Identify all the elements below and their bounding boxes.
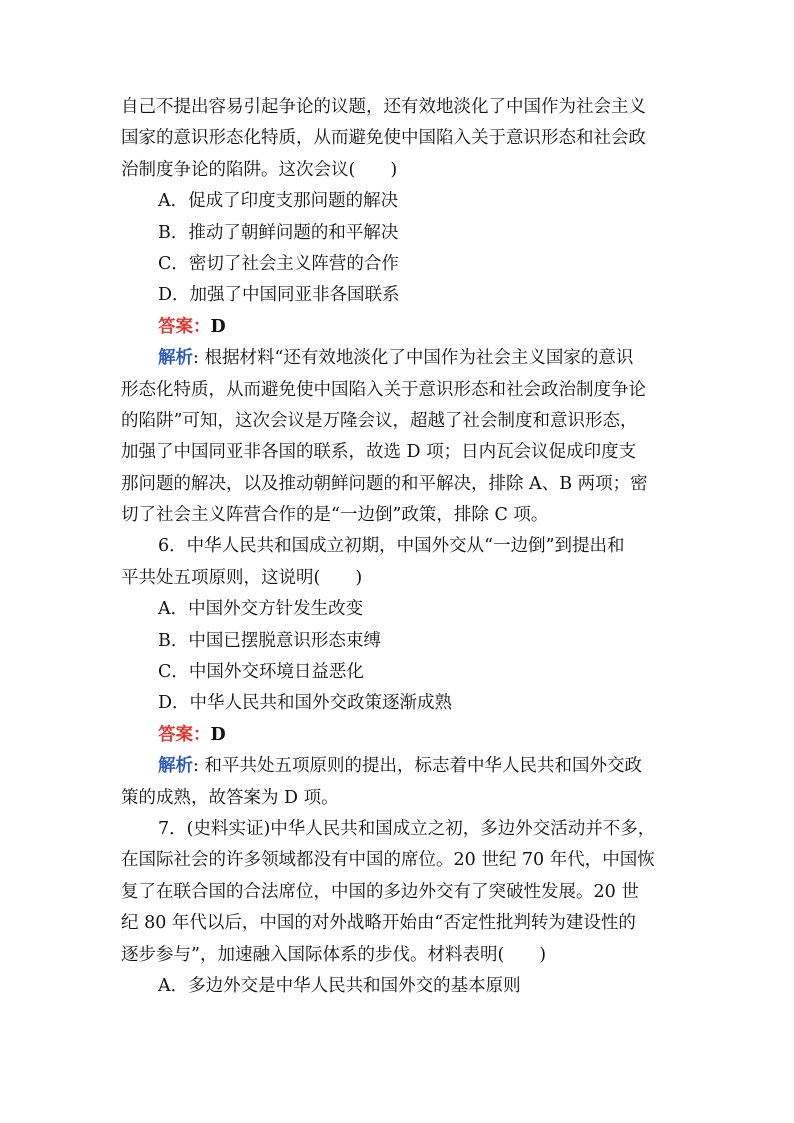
- q7-stem-line: 纪 80 年代以后，中国的对外战略开始由“否定性批判转为建设性的: [121, 913, 636, 934]
- q6-option-b: B．中国已摆脱意识形态束缚: [158, 630, 381, 651]
- q5-stem-line: 自己不提出容易引起争论的议题，还有效地淡化了中国作为社会主义: [121, 97, 646, 117]
- q5-stem-line: 治制度争论的陷阱。这次会议( ): [121, 159, 398, 180]
- q5-answer: [121, 312, 677, 343]
- q7-option-a: A．多边外交是中华人民共和国外交的基本原则: [158, 975, 521, 996]
- q5-explanation-line: 的陷阱”可知，这次会议是万隆会议，超越了社会制度和意识形态，: [121, 410, 638, 431]
- answer-value: D: [210, 316, 226, 337]
- q6-number: 6．: [158, 536, 187, 557]
- document-page: [121, 92, 677, 1002]
- q6-stem-line: 6．中华人民共和国成立初期，中国外交从“一边倒”到提出和: [158, 536, 625, 557]
- q5-explanation-line: 那问题的解决，以及推动朝鲜问题的和平解决，排除 A、B 两项；密: [121, 473, 648, 494]
- q7-number: 7．: [158, 818, 187, 839]
- answer-label: 答案：: [158, 724, 211, 745]
- explanation-label: 解析: [158, 348, 193, 369]
- q5-option-b: B．推动了朝鲜问题的和平解决: [158, 222, 399, 243]
- q5-stem-line: 国家的意识形态化特质，从而避免使中国陷入关于意识形态和社会政: [121, 128, 646, 149]
- q6-explanation-line: 策的成熟，故答案为 D 项。: [121, 787, 339, 808]
- q5-explanation-line: 切了社会主义阵营合作的是“一边倒”政策，排除 C 项。: [121, 505, 549, 526]
- q5-explanation-line: 加强了中国同亚非各国的联系，故选 D 项；日内瓦会议促成印度支: [121, 442, 637, 463]
- q7-stem-line: 在国际社会的许多领域都没有中国的席位。20 世纪 70 年代，中国恢: [121, 850, 655, 871]
- q7-stem-line: 逐步参与”，加速融入国际体系的步伐。材料表明( ): [121, 944, 547, 965]
- q7-stem-line: 7．(史料实证)中华人民共和国成立之初，多边外交活动并不多，: [158, 818, 656, 839]
- answer-value: D: [210, 724, 226, 745]
- q6-option-d: D．中华人民共和国外交政策逐渐成熟: [158, 693, 453, 714]
- q6-stem-line: 平共处五项原则，这说明( ): [121, 567, 363, 588]
- q5-explanation-line: 解析: 根据材料“还有效地淡化了中国作为社会主义国家的意识: [158, 348, 634, 369]
- q6-answer: [121, 720, 677, 751]
- answer-label: 答案：: [158, 316, 211, 337]
- explanation-label: 解析: [158, 756, 193, 777]
- q6-option-c: C．中国外交环境日益恶化: [158, 662, 364, 683]
- q5-explanation-line: 形态化特质，从而避免使中国陷入关于意识形态和社会政治制度争论: [121, 379, 646, 400]
- q6-explanation-line: 解析: 和平共处五项原则的提出，标志着中华人民共和国外交政: [158, 756, 642, 777]
- q6-option-a: A．中国外交方针发生改变: [158, 599, 364, 620]
- q5-option-d: D．加强了中国同亚非各国联系: [158, 285, 400, 306]
- q5-option-a: A．促成了印度支那问题的解决: [158, 191, 399, 212]
- q5-option-c: C．密切了社会主义阵营的合作: [158, 253, 399, 274]
- q7-stem-line: 复了在联合国的合法席位，中国的多边外交有了突破性发展。20 世: [121, 881, 639, 902]
